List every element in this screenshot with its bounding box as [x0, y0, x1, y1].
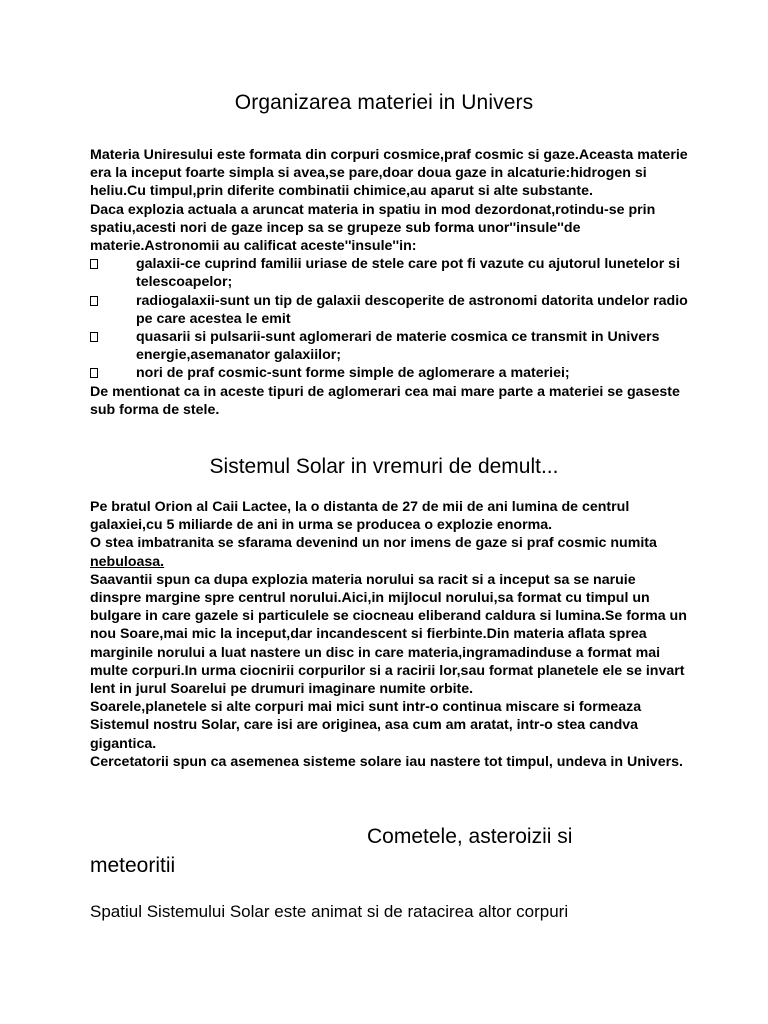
bullet-box-icon [90, 368, 98, 378]
title-organizarea-materiei: Organizarea materiei in Univers [234, 91, 534, 114]
list-item-text: galaxii-ce cuprind familii uriase de stele care pot fi vazute cu ajutorul lunetelor si telescoapelor; [136, 256, 681, 291]
title-cometele-part1: Cometele, asteroizii si [367, 825, 573, 848]
paragraph-last: Spatiul Sistemului Solar este animat si de ratacirea altor corpuri [90, 902, 569, 921]
title-sistemul-solar: Sistemul Solar in vremuri de demult... [209, 455, 559, 478]
list-item-text: quasarii si pulsarii-sunt aglomerari de materie cosmica ce transmit in Univers energie,asemanator galaxiilor; [136, 329, 660, 364]
bullet-box-icon [90, 296, 98, 306]
list-item-text: nori de praf cosmic-sunt forme simple de aglomerare a materiei; [136, 365, 570, 382]
paragraph-text: O stea imbatranita se sfarama devenind un nor imens de gaze si praf cosmic numita [90, 535, 657, 552]
paragraph: Saavantii spun ca dupa explozia materia norului sa racit si a inceput sa se naruie dinspre margine spre centrul norului.Aici,in mijlocul norului,sa format cu timpul un bulgare in care gazele si particulele se ciocneau eliberand caldura si lumina.Se forma un nou Soare,mai mic la inceput,dar incandescent si fierbinte.Din materia aflata sprea marginile norului a luat nastere un disc in care materia,ingramadinduse a format mai multe corpuri.In urma ciocnirii corpurilor si a racirii lor,sau format planetele ele se invart lent in jurul Soarelui pe drumuri imaginare numite orbite. [90, 571, 687, 698]
paragraph: Cercetatorii spun ca asemenea sisteme solare iau nastere tot timpul, undeva in Univers. [90, 753, 683, 770]
list-item [90, 364, 690, 382]
paragraph [90, 534, 690, 570]
title-cometele-part2: meteoritii [90, 854, 176, 877]
list-item [90, 255, 690, 291]
paragraph: Pe bratul Orion al Caii Lactee, la o distanta de 27 de mii de ani lumina de centrul galaxiei,cu 5 miliarde de ani in urma se producea o explozie enorma. [90, 499, 630, 534]
paragraph: Daca explozia actuala a aruncat materia in spatiu in mod dezordonat,rotindu-se prin spatiu,acesti nori de gaze incep sa se grupeze sub forma unor''insule''de materie.Astronomii au calificat aceste''insule''in: [90, 201, 656, 255]
list-item-text: radiogalaxii-sunt un tip de galaxii descoperite de astronomi datorita undelor radio pe care acestea le emit [136, 292, 688, 327]
bullet-box-icon [90, 259, 98, 269]
nebuloasa-link[interactable]: nebuloasa. [90, 553, 165, 570]
list-item [90, 328, 690, 364]
list-item [90, 292, 690, 328]
bullet-list [90, 255, 690, 382]
bullet-box-icon [90, 332, 98, 342]
paragraph: Soarele,planetele si alte corpuri mai mici sunt intr-o continua miscare si formeaza Sistemul nostru Solar, care isi are originea, asa cum am aratat, intr-o stea candva gigantica. [90, 699, 642, 752]
paragraph: De mentionat ca in aceste tipuri de aglomerari cea mai mare parte a materiei se gaseste sub forma de stele. [90, 383, 680, 418]
paragraph: Materia Uniresului este formata din corpuri cosmice,praf cosmic si gaze.Aceasta materie era la inceput foarte simpla si avea,se pare,doar doua gaze in alcaturie:hidrogen si heliu.Cu timpul,prin diferite combinatii chimice,au aparut si alte substante. [90, 147, 688, 200]
section-sistemul-solar [90, 498, 690, 771]
section-organizarea [90, 146, 690, 419]
title-cometele [90, 822, 690, 880]
